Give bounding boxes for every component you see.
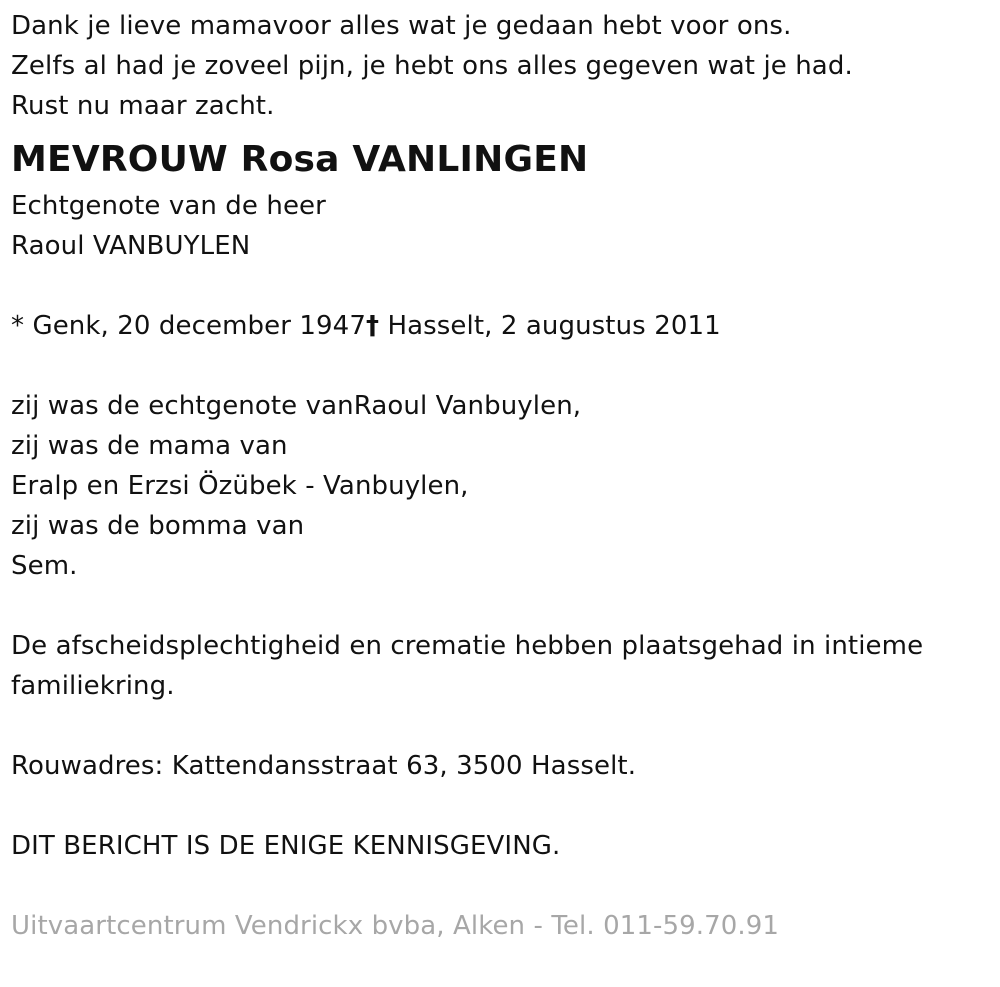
family-list [11,386,986,586]
deceased-name: MEVROUW Rosa VANLINGEN [11,139,589,180]
family-line: zij was de echtgenote vanRaoul Vanbuylen, [11,391,582,421]
cross-icon: † [365,311,380,341]
verse-line: Zelfs al had je zoveel pijn, je hebt ons alles gegeven wat je had. [11,51,853,81]
family-line: zij was de mama van [11,431,288,461]
spacer [11,266,986,306]
ceremony-text: De afscheidsplechtigheid en crematie hebben plaatsgehad in intieme familiekring. [11,631,924,701]
spouse-intro: Echtgenote van de heer [11,191,326,221]
death-date: Hasselt, 2 augustus 2011 [379,311,721,341]
mourning-address: Rouwadres: Kattendansstraat 63, 3500 Hasselt. [11,751,637,781]
life-dates [11,306,986,346]
birth-date: * Genk, 20 december 1947 [11,311,366,341]
spacer [11,786,986,826]
verse [11,6,986,126]
spouse-name: Raoul VANBUYLEN [11,231,251,261]
spacer [11,346,986,386]
spacer [11,866,986,906]
verse-line: Rust nu maar zacht. [11,91,275,121]
funeral-home-footer: Uitvaartcentrum Vendrickx bvba, Alken - Tel. 011-59.70.91 [11,911,780,941]
family-line: Eralp en Erzsi Özübek - Vanbuylen, [11,471,469,501]
family-line: Sem. [11,551,78,581]
obituary-notice [11,6,986,946]
sole-notice: DIT BERICHT IS DE ENIGE KENNISGEVING. [11,831,561,861]
spacer [11,706,986,746]
spacer [11,586,986,626]
verse-line: Dank je lieve mamavoor alles wat je gedaan hebt voor ons. [11,11,792,41]
family-line: zij was de bomma van [11,511,305,541]
